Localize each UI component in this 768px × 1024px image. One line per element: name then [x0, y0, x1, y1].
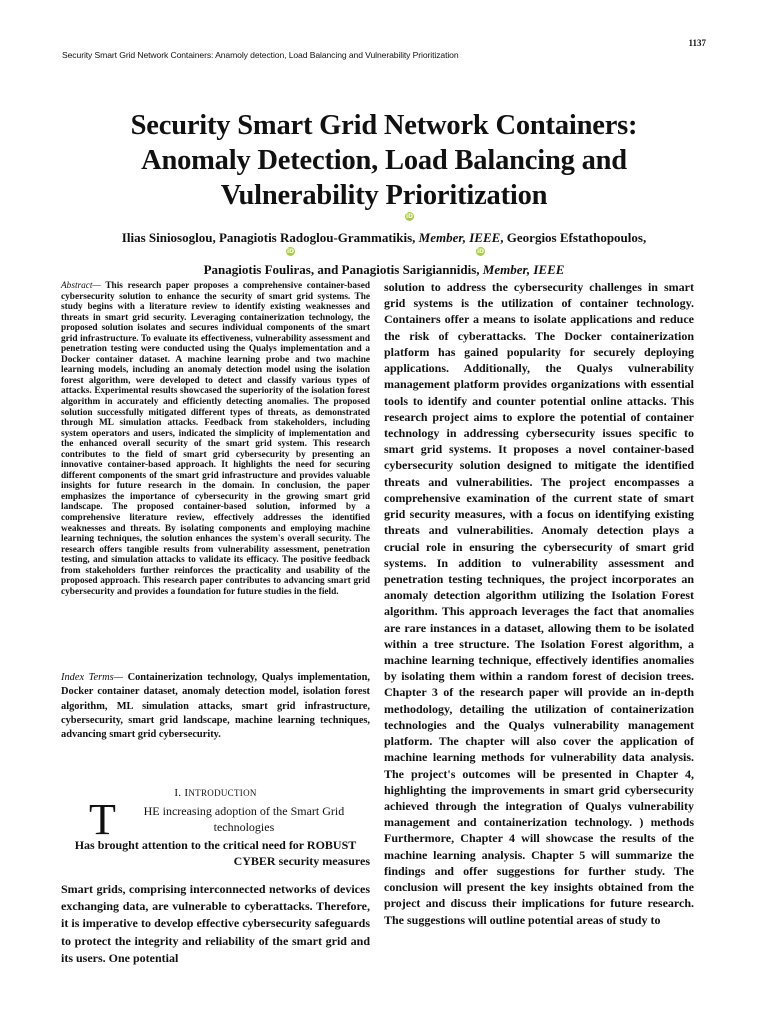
intro-line-4: CYBER security measures	[233, 854, 370, 869]
orcid-icon[interactable]: iD	[405, 213, 414, 220]
body-text-right: solution to address the cybersecurity challenges in smart grid systems is the utilization of container technology. Containers offer a means to isolate applications and reduce the risk of cyberattacks. The Docker containerization platform has gained popularity for securely deploying applications. Additionally, the Qualys vulnerability management platform provides organizations with essential tools to identify and counter potential online attacks. This research project aims to explore the potential of container technology in addressing cybersecurity issues specific to smart grid systems. It proposes a novel container-based cybersecurity solution designed to mitigate the identified threats and vulnerabilities. The project encompasses a comprehensive examination of the current state of smart grid security measures, with a focus on identifying existing threats and vulnerabilities. Anomaly detection plays a crucial role in ensuring the cybersecurity of smart grid systems. In addition to vulnerability assessment and penetration testing techniques, the project incorporates an anomaly detection algorithm utilizing the Isolation Forest algorithm. This approach leverages the fact that anomalies are rare instances in a dataset, allowing them to be isolated within a tree structure. The Isolation Forest algorithm, a machine learning technique, effectively identifies anomalies by isolating them within a random forest of decision trees. Chapter 3 of the research paper will provide an in-depth methodology, detailing the utilization of containerization technologies and the Qualys vulnerability management platform. The chapter will also cover the application of machine learning methods for vulnerability data analysis. The project's outcomes will be presented in Chapter 4, highlighting the improvements in smart grid cybersecurity achieved through the integration of Qualys vulnerability management and containerization technology. ) methods Furthermore, Chapter 4 will showcase the results of the machine learning analysis. Chapter 5 will summarize the findings and offer suggestions for further study. The conclusion will present the key insights obtained from the project and discuss their implications for future research. The suggestions will outline potential areas of study to	[384, 280, 694, 927]
title-line-2: Anomaly Detection, Load Balancing and	[141, 145, 627, 176]
intro-block	[61, 795, 370, 869]
section-number: I.	[174, 787, 185, 799]
title-line-1: Security Smart Grid Network Containers:	[130, 110, 638, 141]
authors-names-1b: , Georgios Efstathopoulos,	[500, 230, 647, 245]
section-title-rest: NTRODUCTION	[188, 788, 257, 798]
index-terms-text: Containerization technology, Qualys implementation, Docker container dataset, anomaly detection model, isolation forest algorithm, ML simulation attacks, smart grid infrastructure, cybersecurity, smart grid landscape, machine learning techniques, advancing smart grid cybersecurity.	[61, 672, 370, 741]
author-membership: Member, IEEE	[482, 262, 565, 277]
abstract-text: This research paper proposes a comprehensive container-based cybersecurity solution to enhance the security of smart grid systems. The study begins with a literature review to identify existing weaknesses and threats in smart grid security. Leveraging containerization technology, the proposed solution isolates and secures individual components of the smart grid infrastructure. To evaluate its effectiveness, vulnerability assessment and penetration testing were conducted using the Qualys implementation and a Docker container dataset. A machine learning probe and two machine learning models, including an anomaly detection model using the isolation forest algorithm, were developed to detect and classify various types of attacks. Experimental results showcased the superiority of the isolation forest algorithm in accurately and efficiently detecting anomalies. The proposed solution successfully mitigated different types of threats, as demonstrated through ML simulation attacks. Feedback from stakeholders, including system operators and users, indicated the simplicity of implementation and the enhanced overall security of the smart grid system. This research contributes to the field of smart grid cybersecurity by presenting an innovative container-based approach. It highlights the need for securing different components of the smart grid infrastructure and provides valuable insights for future research in the domain. In conclusion, the paper emphasizes the importance of cybersecurity in the growing smart grid landscape. The proposed container-based solution, informed by a comprehensive literature review, effectively addresses the identified weaknesses and threats. By isolating components and employing machine learning techniques, the solution enhances the system's overall security. The research offers tangible results from vulnerability assessment, penetration testing, and simulation attacks to validate its efficacy. The positive feedback from stakeholders further reinforces the practicality and usability of the proposed approach. This research paper contributes to advancing smart grid cybersecurity and provides a foundation for future studies in the field.	[61, 281, 370, 597]
author-membership: Member, IEEE	[418, 230, 501, 245]
orcid-icon[interactable]: iD	[476, 248, 485, 255]
abstract	[61, 281, 370, 597]
index-terms	[61, 671, 370, 742]
intro-line-2: technologies	[213, 820, 275, 835]
title-line-3: Vulnerability Prioritization	[220, 180, 548, 211]
section-first-letter: I	[184, 787, 189, 799]
index-terms-label: Index Terms—	[61, 672, 123, 683]
authors-line-2	[40, 262, 728, 278]
authors-line-1	[40, 230, 728, 246]
authors-names-2: Panagiotis Fouliras, and Panagiotis Sarigiannidis,	[203, 262, 483, 277]
running-head: Security Smart Grid Network Containers: Anamoly detection, Load Balancing and Vulnerability Prioritization	[62, 50, 459, 60]
body-text-left: Smart grids, comprising interconnected networks of devices exchanging data, are vulnerable to cyberattacks. Therefore, it is imperative to develop effective cybersecurity safeguards to protect the integrity and reliability of the smart grid and its users. One potential	[61, 882, 370, 965]
drop-cap: T	[89, 795, 116, 844]
paper-title	[60, 108, 708, 213]
intro-line-3: Has brought attention to the critical need for ROBUST	[74, 838, 357, 852]
orcid-icon[interactable]: iD	[286, 248, 295, 255]
intro-line-1: HE increasing adoption of the Smart Grid	[143, 804, 345, 818]
abstract-label: Abstract—	[61, 281, 101, 291]
authors-names-1: Ilias Siniosoglou, Panagiotis Radoglou-Grammatikis,	[121, 230, 419, 245]
page-number: 1137	[688, 38, 706, 48]
